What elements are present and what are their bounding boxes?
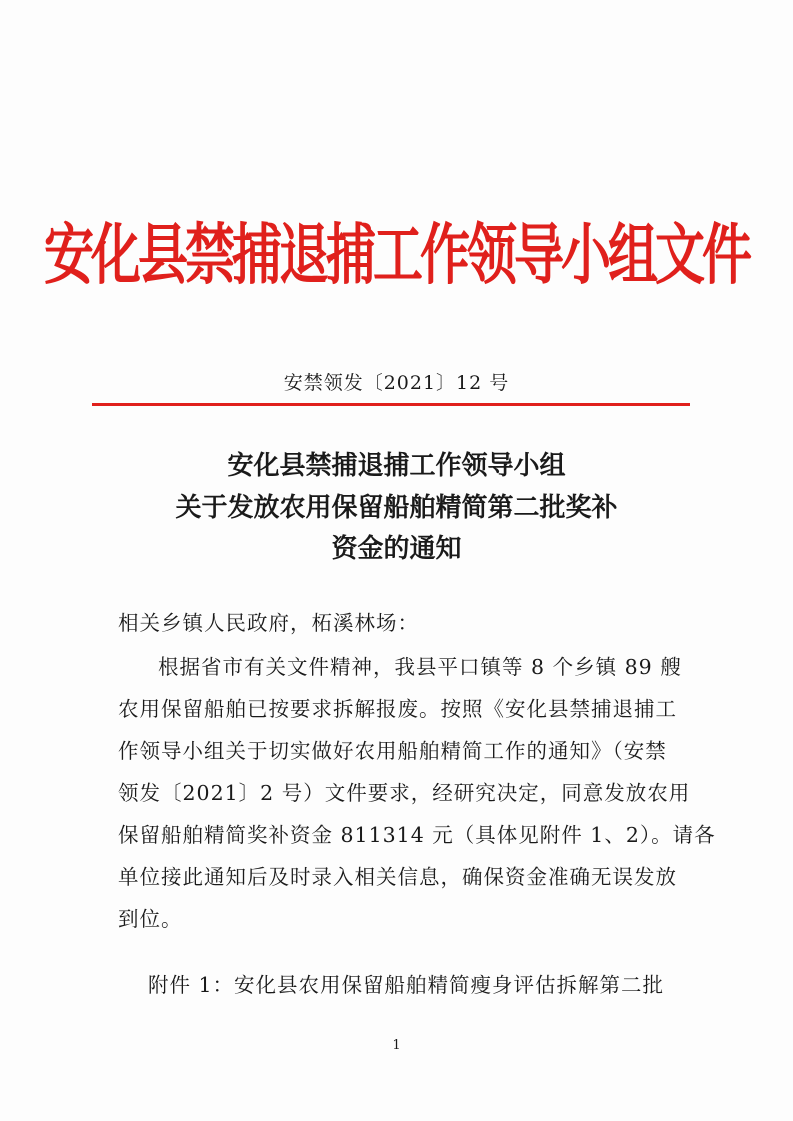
attachment-line: 附件 1：安化县农用保留船舶精简瘦身评估拆解第二批 xyxy=(148,973,665,997)
salutation: 相关乡镇人民政府，柘溪林场： xyxy=(118,611,419,635)
page-number: 1 xyxy=(392,1038,401,1053)
red-divider-line xyxy=(92,403,690,406)
body-line-6: 单位接此通知后及时录入相关信息，确保资金准确无误发放 xyxy=(118,865,677,889)
body-line-2: 农用保留船舶已按要求拆解报废。按照《安化县禁捕退捕工 xyxy=(118,697,677,721)
body-line-3: 作领导小组关于切实做好农用船舶精简工作的通知》（安禁 xyxy=(118,739,667,763)
notice-title-line-1: 安化县禁捕退捕工作领导小组 xyxy=(227,451,566,481)
body-line-7: 到位。 xyxy=(118,907,183,931)
notice-title-line-2: 关于发放农用保留船舶精简第二批奖补 xyxy=(175,493,618,523)
body-line-4: 领发〔2021〕2 号）文件要求，经研究决定，同意发放农用 xyxy=(118,781,691,805)
body-line-5: 保留船舶精简奖补资金 811314 元（具体见附件 1、2）。请各 xyxy=(118,823,716,847)
org-header-title: 安化县禁捕退捕工作领导小组文件 xyxy=(44,216,749,294)
body-line-1: 根据省市有关文件精神，我县平口镇等 8 个乡镇 89 艘 xyxy=(158,655,682,679)
document-number: 安禁领发〔2021〕12 号 xyxy=(283,372,510,394)
notice-title-line-3: 资金的通知 xyxy=(331,534,462,564)
